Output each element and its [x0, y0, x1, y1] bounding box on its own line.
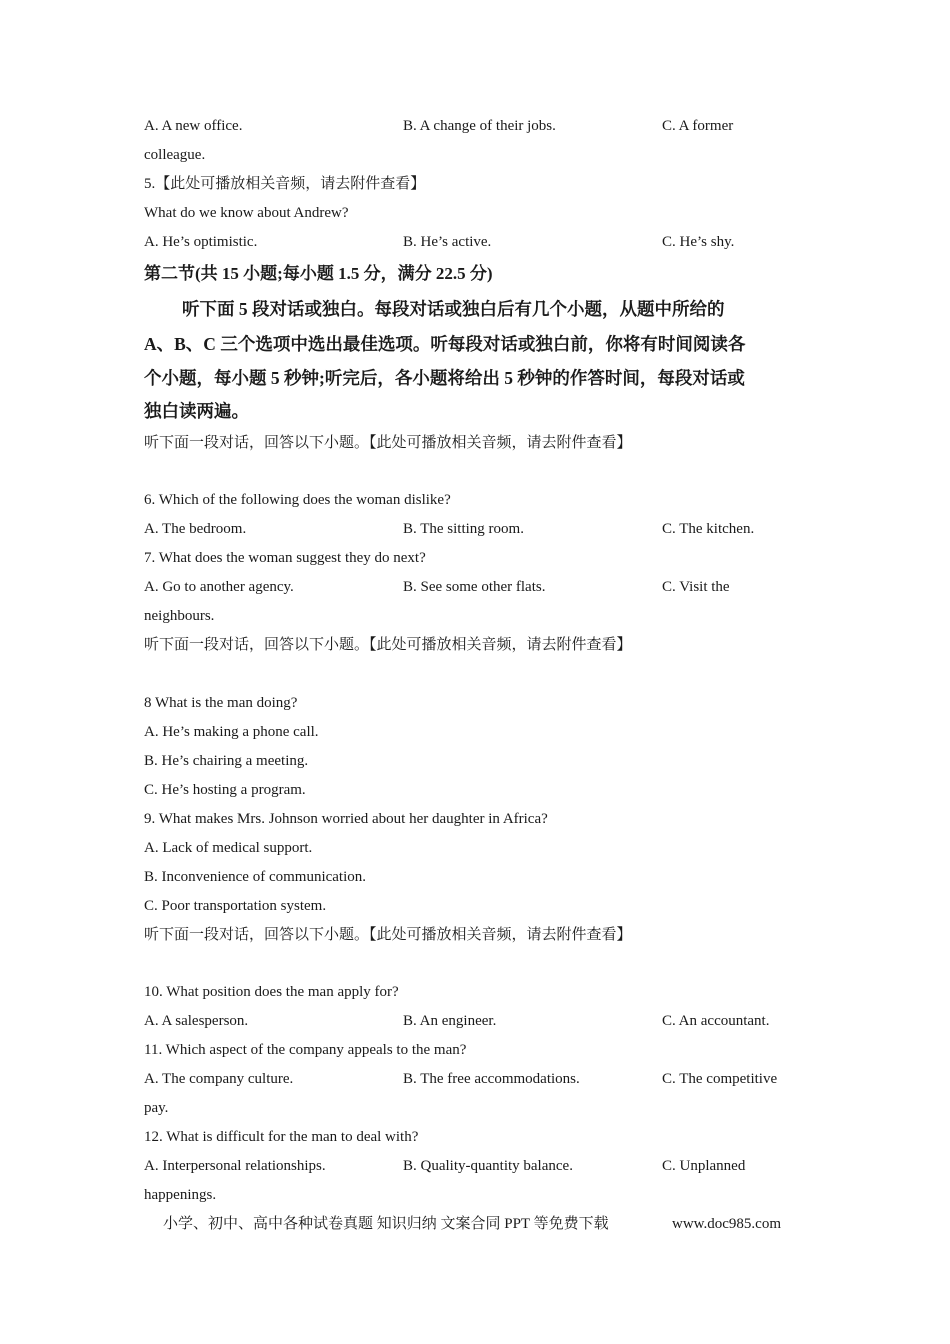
q5-option-a: A. He’s optimistic.: [144, 234, 258, 250]
q12-option-c-wrap: happenings.: [144, 1187, 217, 1203]
audio-note: 听下面一段对话，回答以下小题。【此处可播放相关音频，请去附件查看】: [144, 927, 632, 943]
instructions-line-2: A、B、C 三个选项中选出最佳选项。听每段对话或独白前，你将有时间阅读各: [144, 334, 746, 354]
q6-question: 6. Which of the following does the woman dislike?: [144, 492, 451, 508]
instructions-line-4: 独白读两遍。: [144, 401, 249, 421]
q12-option-b: B. Quality-quantity balance.: [403, 1158, 573, 1174]
q7-option-a: A. Go to another agency.: [144, 579, 294, 595]
q8-option-a: A. He’s making a phone call.: [144, 724, 319, 740]
q12-option-a: A. Interpersonal relationships.: [144, 1158, 326, 1174]
q9-option-c: C. Poor transportation system.: [144, 898, 327, 914]
q7-option-b: B. See some other flats.: [403, 579, 546, 595]
q10-option-b: B. An engineer.: [403, 1013, 497, 1029]
q6-option-c: C. The kitchen.: [662, 521, 755, 537]
q7-question: 7. What does the woman suggest they do next?: [144, 550, 426, 566]
q11-option-a: A. The company culture.: [144, 1071, 294, 1087]
q6-option-a: A. The bedroom.: [144, 521, 247, 537]
q7-option-c-wrap: neighbours.: [144, 608, 215, 624]
q12-option-c: C. Unplanned: [662, 1158, 746, 1174]
instructions-line-3: 个小题，每小题 5 秒钟;听完后，各小题将给出 5 秒钟的作答时间，每段对话或: [144, 368, 745, 388]
q4-option-a: A. A new office.: [144, 118, 243, 134]
audio-note: 听下面一段对话，回答以下小题。【此处可播放相关音频，请去附件查看】: [144, 637, 632, 653]
footer-text: 小学、初中、高中各种试卷真题 知识归纳 文案合同 PPT 等免费下载: [163, 1216, 609, 1232]
q4-option-c-wrap: colleague.: [144, 147, 206, 163]
q6-option-b: B. The sitting room.: [403, 521, 524, 537]
q11-option-c-wrap: pay.: [144, 1100, 169, 1116]
q9-option-a: A. Lack of medical support.: [144, 840, 313, 856]
q12-question: 12. What is difficult for the man to deal with?: [144, 1129, 419, 1145]
section-heading: 第二节(共 15 小题;每小题 1.5 分，满分 22.5 分): [144, 264, 493, 283]
q10-option-a: A. A salesperson.: [144, 1013, 249, 1029]
audio-note: 听下面一段对话，回答以下小题。【此处可播放相关音频，请去附件查看】: [144, 435, 632, 451]
q11-option-b: B. The free accommodations.: [403, 1071, 580, 1087]
instructions-line-1: 听下面 5 段对话或独白。每段对话或独白后有几个小题，从题中所给的: [182, 299, 725, 319]
q10-option-c: C. An accountant.: [662, 1013, 770, 1029]
q9-option-b: B. Inconvenience of communication.: [144, 869, 367, 885]
footer-url: www.doc985.com: [672, 1216, 782, 1232]
q11-question: 11. Which aspect of the company appeals to the man?: [144, 1042, 467, 1058]
q4-option-b: B. A change of their jobs.: [403, 118, 556, 134]
q5-option-c: C. He’s shy.: [662, 234, 735, 250]
q5-option-b: B. He’s active.: [403, 234, 492, 250]
q10-question: 10. What position does the man apply for?: [144, 984, 399, 1000]
q7-option-c: C. Visit the: [662, 579, 730, 595]
q5-audio-note: 5.【此处可播放相关音频，请去附件查看】: [144, 176, 426, 192]
q9-question: 9. What makes Mrs. Johnson worried about her daughter in Africa?: [144, 811, 548, 827]
q5-question: What do we know about Andrew?: [144, 205, 349, 221]
q8-option-b: B. He’s chairing a meeting.: [144, 753, 309, 769]
q8-option-c: C. He’s hosting a program.: [144, 782, 306, 798]
q4-option-c: C. A former: [662, 118, 734, 134]
q11-option-c: C. The competitive: [662, 1071, 778, 1087]
q8-question: 8 What is the man doing?: [144, 695, 298, 711]
